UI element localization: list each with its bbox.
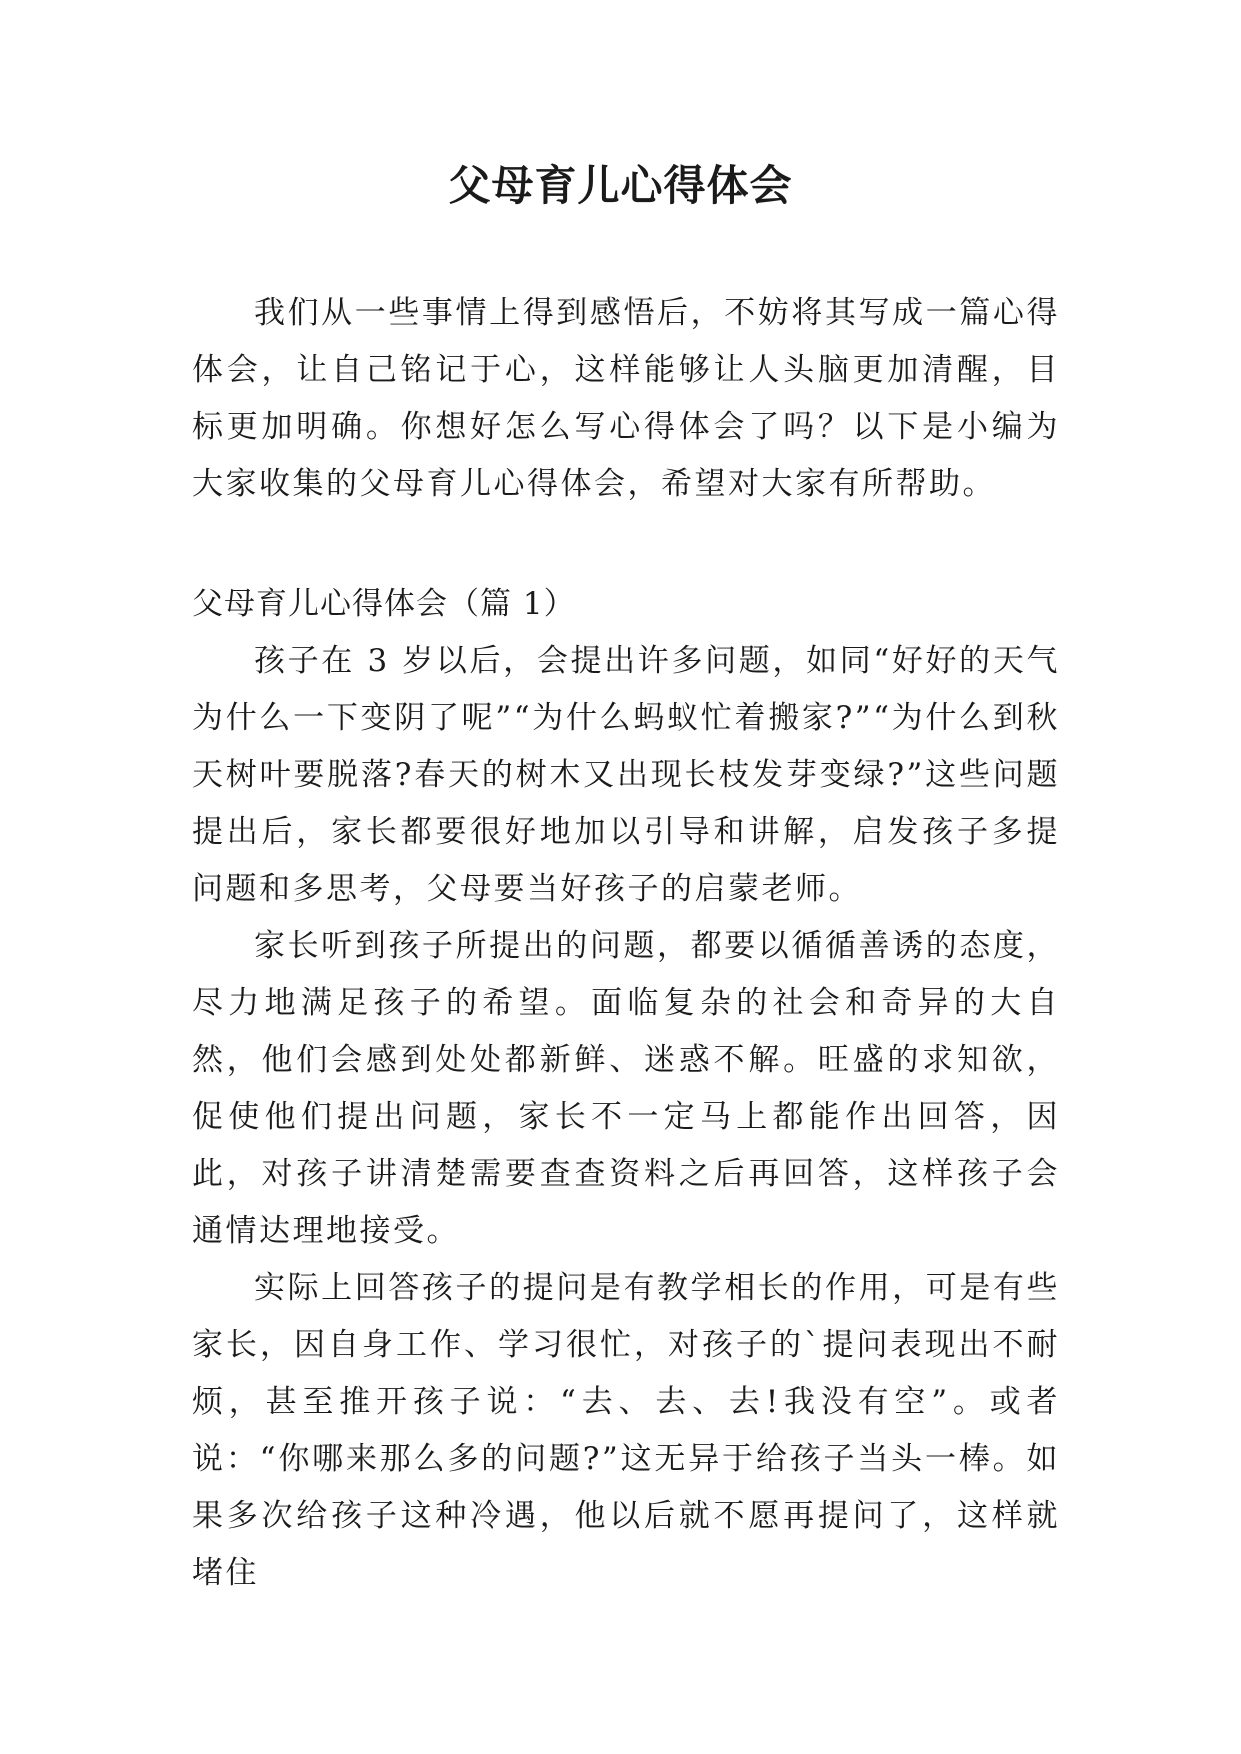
document-title: 父母育儿心得体会	[448, 161, 793, 210]
section-paragraph-1: 孩子在 3 岁以后，会提出许多问题，如同“好好的天气为什么一下变阴了呢”“为什么蚂蚁忙着搬家?”“为什么到秋天树叶要脱落?春天的树木又出现长枝发芽变绿?”这些问题提出后，家长都要很好地加以引导和讲解，启发孩子多提问题和多思考，父母要当好孩子的启蒙老师。	[192, 643, 1060, 907]
intro-paragraph: 我们从一些事情上得到感悟后，不妨将其写成一篇心得体会，让自己铭记于心，这样能够让人头脑更加清醒，目标更加明确。你想好怎么写心得体会了吗？以下是小编为大家收集的父母育儿心得体会，希望对大家有所帮助。	[192, 295, 1060, 502]
section-paragraph-2: 家长听到孩子所提出的问题，都要以循循善诱的态度，尽力地满足孩子的希望。面临复杂的社会和奇异的大自然，他们会感到处处都新鲜、迷惑不解。旺盛的求知欲，促使他们提出问题，家长不一定马上都能作出回答，因此，对孩子讲清楚需要查查资料之后再回答，这样孩子会通情达理地接受。	[192, 928, 1060, 1249]
intro-block	[192, 285, 1060, 513]
section-heading: 父母育儿心得体会（篇 1）	[192, 586, 576, 622]
section-1	[192, 576, 1060, 1602]
section-paragraph-3: 实际上回答孩子的提问是有教学相长的作用，可是有些家长，因自身工作、学习很忙，对孩子的`提问表现出不耐烦，甚至推开孩子说：“去、去、去!我没有空”。或者说：“你哪来那么多的问题?”这无异于给孩子当头一棒。如果多次给孩子这种冷遇，他以后就不愿再提问了，这样就堵住	[192, 1270, 1060, 1591]
